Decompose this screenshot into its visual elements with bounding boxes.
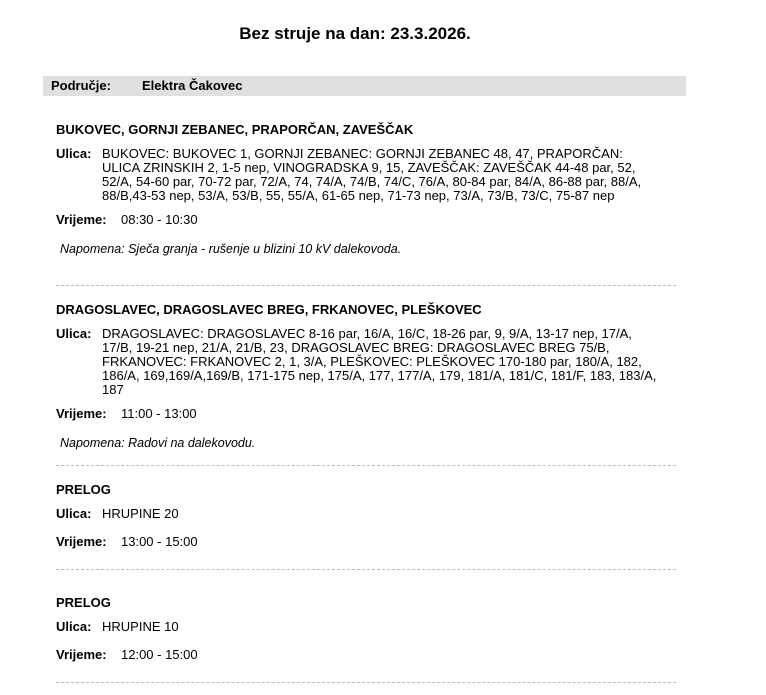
time-label: Vrijeme: — [56, 647, 107, 662]
outage-note: Napomena: Radovi na dalekovodu. — [60, 436, 256, 450]
outage-entry — [56, 302, 676, 450]
outage-heading: PRELOG — [56, 595, 111, 610]
time-label: Vrijeme: — [56, 534, 107, 549]
street-row — [56, 327, 676, 397]
time-row — [56, 407, 676, 421]
outage-note: Napomena: Sječa granja - rušenje u blizini 10 kV dalekovoda. — [60, 242, 402, 256]
street-label: Ulica: — [56, 146, 92, 161]
area-bar — [43, 76, 686, 96]
street-label: Ulica: — [56, 619, 92, 634]
outage-heading: BUKOVEC, GORNJI ZEBANEC, PRAPORČAN, ZAVEŠČAK — [56, 122, 414, 137]
time-value: 11:00 - 13:00 — [121, 406, 197, 421]
outage-entry — [56, 122, 676, 256]
outage-heading: PRELOG — [56, 482, 111, 497]
section-divider — [56, 465, 676, 466]
outage-heading: DRAGOSLAVEC, DRAGOSLAVEC BREG, FRKANOVEC, PLEŠKOVEC — [56, 302, 482, 317]
area-value: Elektra Čakovec — [142, 78, 243, 93]
time-value: 13:00 - 15:00 — [121, 534, 198, 549]
time-value: 12:00 - 15:00 — [121, 647, 198, 662]
street-list: HRUPINE 10 — [102, 619, 179, 634]
time-row — [56, 648, 676, 662]
time-row — [56, 535, 676, 549]
time-value: 08:30 - 10:30 — [121, 212, 198, 227]
section-divider — [56, 682, 676, 683]
street-row — [56, 620, 676, 634]
time-row — [56, 213, 676, 227]
street-row — [56, 147, 676, 203]
street-list: DRAGOSLAVEC: DRAGOSLAVEC 8-16 par, 16/A, 16/C, 18-26 par, 9, 9/A, 13-17 nep, 17/A, 17/B, 19-21 nep, 21/A, 21/B, 23, DRAGOSLAVEC BREG: DRAGOSLAVEC BREG 75/B, FRKANOVEC: FRKANOVEC 2, 1, 3/A, PLEŠKOVEC: PLEŠKOVEC 170-180 par, 180/A, 182, 186/A, 169,169/A,169/B, 171-175 nep, 175/A, 177, 177/A, 179, 181/A, 181/C, 181/F, 183, 183/A, 187 — [102, 326, 657, 397]
time-label: Vrijeme: — [56, 406, 107, 421]
area-label: Područje: — [51, 78, 111, 93]
street-list: BUKOVEC: BUKOVEC 1, GORNJI ZEBANEC: GORNJI ZEBANEC 48, 47, PRAPORČAN: ULICA ZRINSKIH 2, 1-5 nep, VINOGRADSKA 9, 15, ZAVEŠČAK: ZAVEŠČAK 44-48 par, 52, 52/A, 54-60 par, 70-72 par, 72/A, 74, 74/A, 74/B, 74/C, 76/A, 80-84 par, 84/A, 86-88 par, 88/A, 88/B,43-53 nep, 53/A, 53/B, 55, 55/A, 61-65 nep, 71-73 nep, 73/A, 73/B, 73/C, 75-87 nep — [102, 146, 642, 203]
outage-entry — [56, 595, 676, 662]
street-list: HRUPINE 20 — [102, 506, 179, 521]
section-divider — [56, 285, 676, 286]
outage-entry — [56, 482, 676, 549]
street-label: Ulica: — [56, 326, 92, 341]
time-label: Vrijeme: — [56, 212, 107, 227]
street-label: Ulica: — [56, 506, 92, 521]
street-row — [56, 507, 676, 521]
page-title: Bez struje na dan: 23.3.2026. — [239, 24, 471, 43]
section-divider — [56, 569, 676, 570]
